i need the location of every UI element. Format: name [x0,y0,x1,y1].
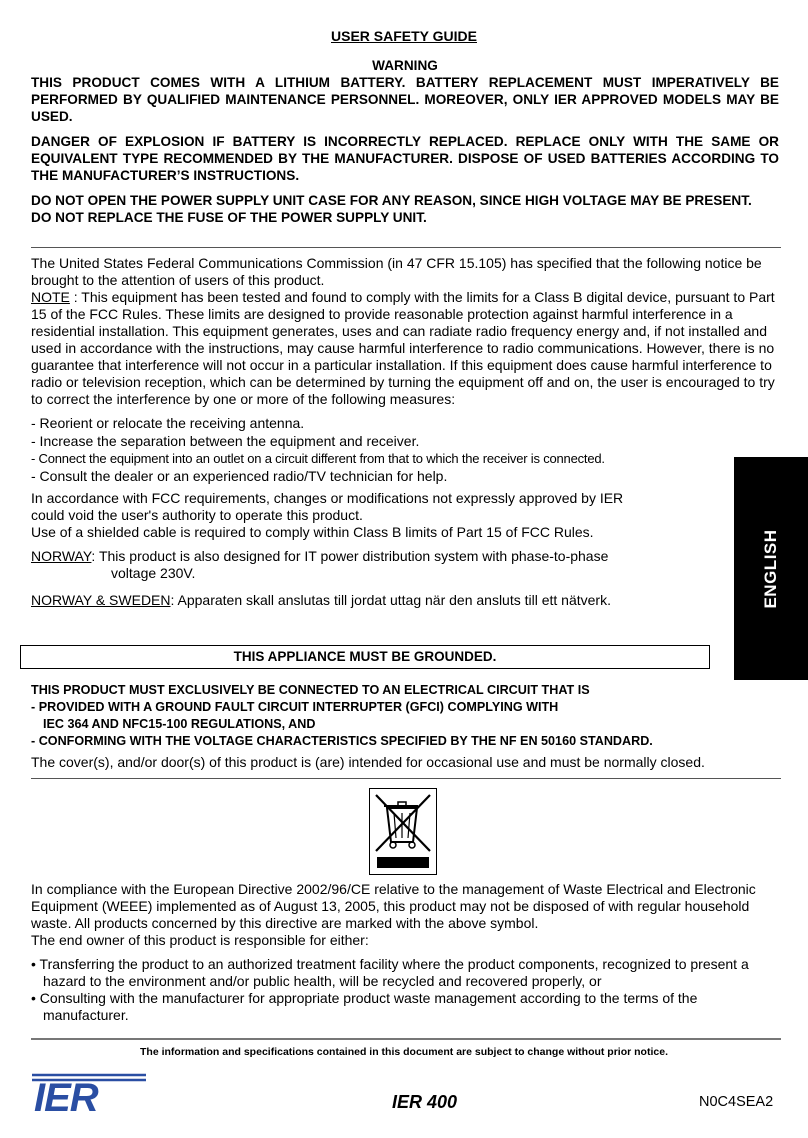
weee-owner: The end owner of this product is responsible for either: [31,932,369,948]
norway-sweden-text: : Apparaten skall anslutas till jordat uttag när den ansluts till ett nätverk. [170,592,611,608]
note-label: NOTE [31,289,70,305]
cover-notice: The cover(s), and/or door(s) of this product is (are) intended for occasional use and must be normally closed. [31,754,705,770]
electrical-line: - PROVIDED WITH A GROUND FAULT CIRCUIT INTERRUPTER (GFCI) COMPLYING WITH [31,700,559,714]
list-item: - Increase the separation between the equipment and receiver. [31,432,420,449]
norway-text: : This product is also designed for IT power distribution system with phase-to-phase [91,548,609,564]
warning-section [31,57,779,226]
grounded-notice: THIS APPLIANCE MUST BE GROUNDED. [20,645,710,669]
fcc-note [31,289,776,408]
fuse-warning: DO NOT REPLACE THE FUSE OF THE POWER SUPPLY UNIT. [31,210,427,225]
shielded-cable-line: Use of a shielded cable is required to comply within Class B limits of Part 15 of FCC Rules. [31,524,594,540]
language-tab-label: ENGLISH [761,528,780,609]
divider [31,247,781,248]
divider [31,1038,781,1040]
divider [31,778,781,779]
note-text: : This equipment has been tested and found to comply with the limits for a Class B digital device, pursuant to Part 15 of the FCC Rules. These limits are designed to provide reasonable protection against harmful interference in a residential installation. This equipment generates, uses and can radiate radio frequency energy and, if not installed and used in accordance with the instructions, may cause harmful interference to radio communications. However, there is no guarantee that interference will not occur in a particular installation. If this equipment does cause harmful interference to radio or television reception, which can be determined by turning the equipment off and on, the user is encouraged to try to correct the interference by one or more of the following measures: [31,289,775,407]
weee-section [31,881,781,1024]
list-item: - Connect the equipment into an outlet on a circuit different from that to which the receiver is connected. [31,451,605,466]
weee-paragraph: In compliance with the European Directive 2002/96/CE relative to the management of Waste Electrical and Electronic Equipment (WEEE) implemented as of August 13, 2005, this product may not be disposed of with regular household waste. All products concerned by this directive are marked with the above symbol. [31,881,756,931]
language-tab [734,457,808,680]
warning-heading: WARNING [372,58,438,73]
logo-text: IER [34,1076,98,1115]
norway-notice [31,548,776,582]
power-supply-warning: DO NOT OPEN THE POWER SUPPLY UNIT CASE FOR ANY REASON, SINCE HIGH VOLTAGE MAY BE PRESENT. [31,193,752,208]
fcc-intro: The United States Federal Communications Commission (in 47 CFR 15.105) has specified that the following notice be brought to the attention of users of this product. [31,255,762,288]
norway-sweden-label: NORWAY & SWEDEN [31,592,171,608]
fcc-measures-list [31,415,776,485]
norway-text-2: voltage 230V. [111,565,196,581]
document-number: N0C4SEA2 [699,1094,774,1110]
modifications-line: could void the user's authority to operate this product. [31,507,363,523]
fcc-modifications [31,490,776,541]
disclaimer: The information and specifications contained in this document are subject to change without prior notice. [140,1046,668,1058]
fcc-section [31,255,776,609]
electrical-requirements [31,682,779,771]
model-name: IER 400 [392,1092,458,1112]
ier-logo [30,1069,148,1115]
norway-label: NORWAY [31,548,92,564]
modifications-line: In accordance with FCC requirements, changes or modifications not expressly approved by IER [31,490,624,506]
electrical-line: IEC 364 AND NFC15-100 REGULATIONS, AND [43,717,316,731]
list-item: • Transferring the product to an authorized treatment facility where the product components, recognized to present a hazard to the environment and/or public health, will be recycled and recovered properly, or [31,956,749,989]
norway-sweden-notice [31,592,776,609]
list-item: - Consult the dealer or an experienced radio/TV technician for help. [31,467,448,484]
list-item: • Consulting with the manufacturer for appropriate product waste management according to the terms of the manufacturer. [31,990,698,1023]
crossed-out-wheelie-bin-icon [369,788,437,875]
explosion-warning: DANGER OF EXPLOSION IF BATTERY IS INCORRECTLY REPLACED. REPLACE ONLY WITH THE SAME OR EQUIVALENT TYPE RECOMMENDED BY THE MANUFACTURER. DISPOSE OF USED BATTERIES ACCORDING TO THE MANUFACTURER’S INSTRUCTIONS. [31,134,779,183]
electrical-line: THIS PRODUCT MUST EXCLUSIVELY BE CONNECTED TO AN ELECTRICAL CIRCUIT THAT IS [31,683,590,697]
list-item: - Reorient or relocate the receiving antenna. [31,415,305,431]
page-title: USER SAFETY GUIDE [331,28,477,44]
battery-warning: THIS PRODUCT COMES WITH A LITHIUM BATTERY. BATTERY REPLACEMENT MUST IMPERATIVELY BE PERFORMED BY QUALIFIED MAINTENANCE PERSONNEL. MOREOVER, ONLY IER APPROVED MODELS MAY BE USED. [31,75,779,124]
electrical-line: - CONFORMING WITH THE VOLTAGE CHARACTERISTICS SPECIFIED BY THE NF EN 50160 STANDARD. [31,734,653,748]
